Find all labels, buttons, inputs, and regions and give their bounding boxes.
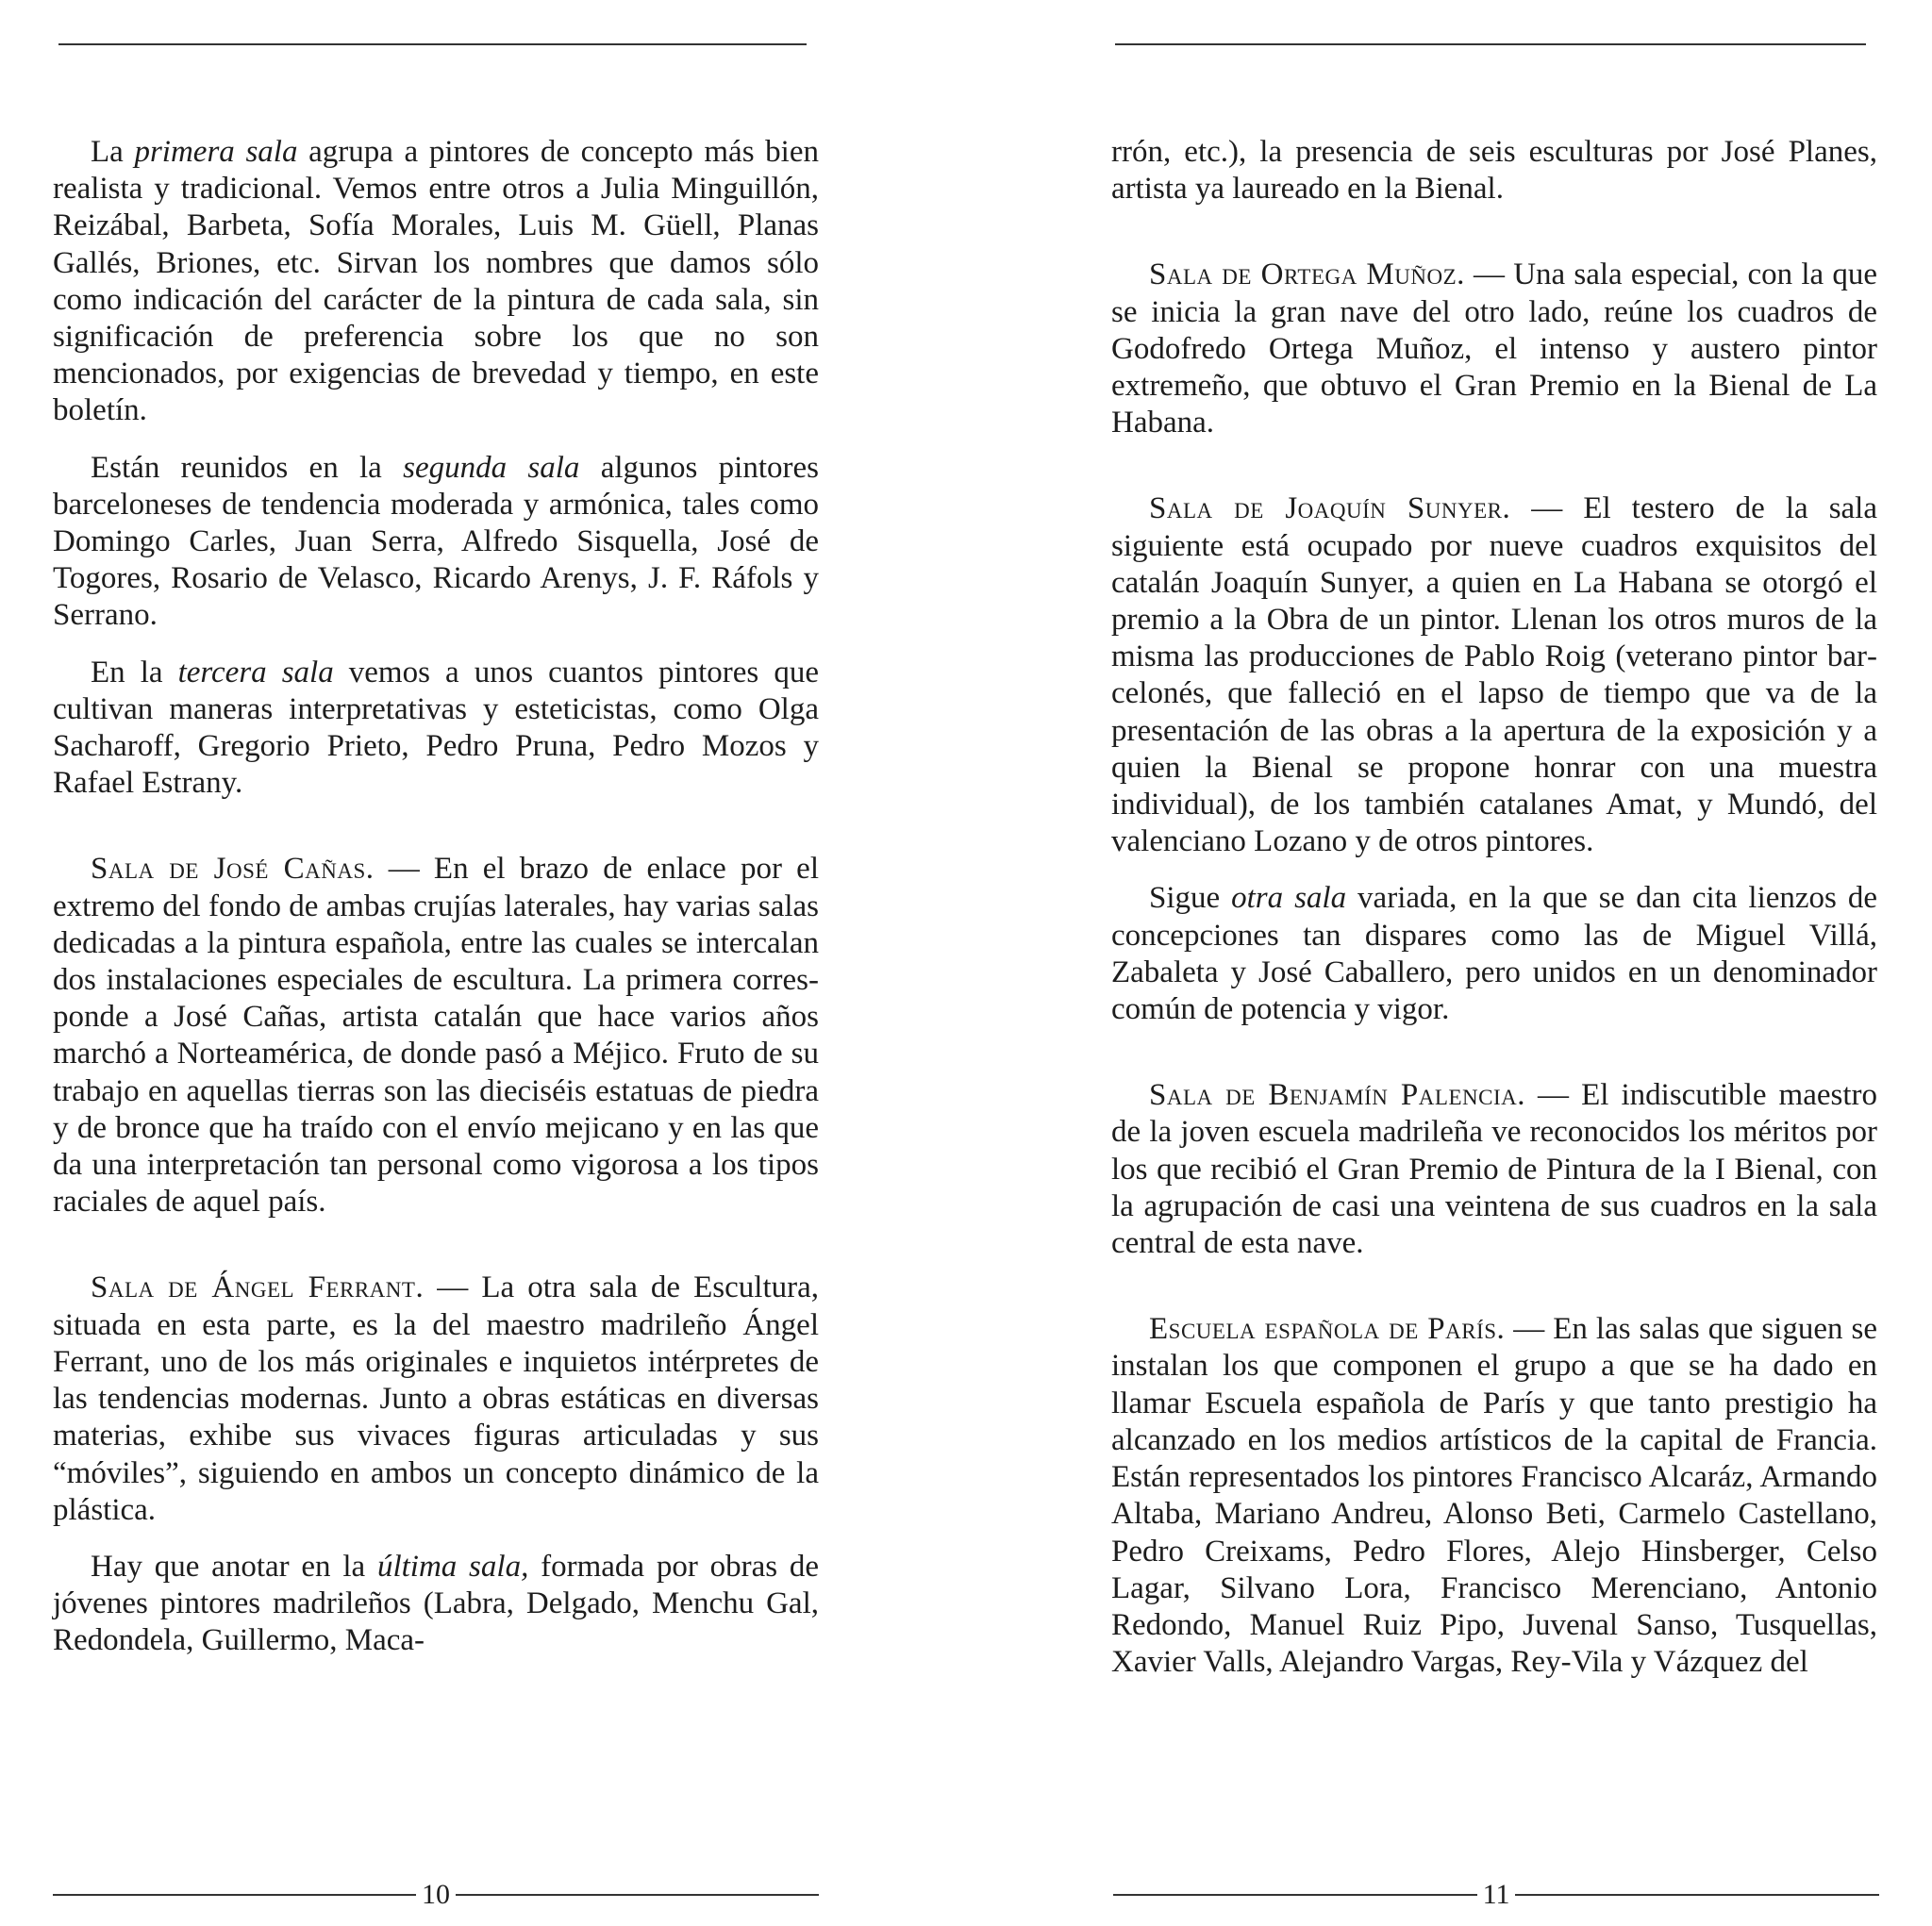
text-run: — El testero de la sala siguiente está ocupado por nueve cuadros exquisitos del catalán Joaquín Sunyer, a quien en La Habana se otorgó el premio a la Obra de un pintor. Llenan los otros muros de la misma las producciones de Pablo Roig (veterano pintor barcelonés, que falleció en el lapso de tiempo que va de la presentación de las obras a la apertura de la exposición y a quien la Bienal se propone honrar con una muestra individual), de los también catalanes Amat, y Mundó, del valenciano Lozano y de otros pintores. (1111, 491, 1877, 859)
left-page-text (53, 134, 819, 1660)
text-run: — La otra sala de Escultura, situada en esta parte, es la del maestro madrileño Ángel Ferrant, uno de los más originales e inquietos intérpretes de las tendencias modernas. Junto a obras estáticas en diversas materias, exhibe sus vivaces figuras articuladas y sus “móviles”, siguiendo en ambos un concepto dinámico de la plástica. (53, 1270, 819, 1527)
text-run: agrupa a pintores de concepto más bien realista y tradicional. Vemos entre otros a Julia Minguillón, Reizábal, Barbeta, Sofía Morales, Luis M. Güell, Planas Gallés, Briones, etc. Sirvan los nombres que damos sólo como indicación del carácter de la pintura de cada sala, sin significación de preferencia sobre los que no son mencionados, por exigencias de brevedad y tiempo, en este boletín. (53, 135, 820, 428)
paragraph (1111, 257, 1877, 441)
text-run: La (91, 135, 135, 169)
text-run: Están reunidos en la (91, 450, 404, 485)
text-run: variada, en la que se dan cita lienzos de concepciones tan dispares como las de Miguel Villá, Zabaleta y José Caballero, pero unidos en un denominador común de potencia y vigor. (1111, 881, 1877, 1027)
paragraph (1111, 490, 1877, 860)
right-page-text (1111, 134, 1877, 1681)
section-heading: Sala de Ángel Ferrant. (91, 1270, 425, 1305)
text-run: algunos pintores barceloneses de tendencia moderada y armónica, tales como Domingo Carles, Juan Serra, Alfredo Sisquella, José de Togores, Rosario de Velasco, Ricardo Arenys, J. F. Ráfols y Serrano. (53, 450, 819, 633)
paragraph (53, 1270, 819, 1528)
footer-rule (456, 1894, 819, 1896)
paragraph (1111, 1311, 1877, 1681)
left-page-footer (53, 1881, 819, 1909)
paragraph (53, 851, 819, 1220)
text-run: formada por obras de jóvenes pintores madrileños (Labra, Delgado, Menchu Gal, Redondela, Guillermo, Maca- (53, 1549, 819, 1658)
page-number: 10 (422, 1879, 450, 1910)
footer-rule (53, 1894, 416, 1896)
paragraph (53, 134, 819, 430)
paragraph (53, 450, 819, 635)
emphasis-text: primera sala (134, 135, 298, 169)
top-rule (1115, 43, 1866, 45)
text-run: En la (91, 655, 178, 689)
paragraph (53, 1549, 819, 1660)
section-heading: Sala de Benjamín Palencia. (1149, 1078, 1525, 1113)
section-heading: Sala de Joaquín Sunyer. (1149, 491, 1511, 526)
text-run: vemos a unos cuantos pintores que cultivan maneras interpretativas y esteticistas, como Olga Sacharoff, Gregorio Prieto, Pedro Pruna, Pedro Mozos y Rafael Estrany. (53, 655, 819, 801)
text-run: Hay que anotar en la (91, 1549, 377, 1584)
text-run: rrón, etc.), la presencia de seis esculturas por José Planes, artista ya laureado en la Bienal. (1111, 135, 1877, 207)
text-run: — En las salas que siguen se instalan los que componen el grupo a que se ha dado en llamar Escuela española de París y que tanto prestigio ha alcanzado en los medios artísticos de la capital de Francia. Están representados los pintores Francisco Alcaráz, Armando Altaba, Mariano Andreu, Alonso Beti, Carmelo Castellano, Pedro Creixams, Pedro Flores, Alejo Hinsberger, Celso Lagar, Silvano Lora, Francisco Merenciano, Antonio Redondo, Manuel Ruiz Pipo, Juvenal Sanso, Tusquellas, Xavier Valls, Alejandro Vargas, Rey-Vila y Vázquez del (1111, 1312, 1877, 1680)
emphasis-text: tercera sala (177, 655, 334, 689)
section-heading: Sala de José Cañas. (91, 852, 375, 887)
section-heading: Sala de Ortega Muñoz. (1149, 257, 1465, 292)
paragraph (1111, 134, 1877, 208)
text-run: — En el brazo de enlace por el extremo del fondo de ambas crujías laterales, hay varias salas dedicadas a la pintura española, entre las cuales se intercalan dos instalaciones especiales de escultura. La primera corresponde a José Cañas, artista catalán que hace varios años marchó a Norteamérica, de donde pasó a Méjico. Fruto de su trabajo en aquellas tierras son las dieciséis estatuas de piedra y de bronce que ha traído con el envío mejicano y en las que da una interpretación tan personal como vigorosa a los tipos raciales de aquel país. (53, 852, 819, 1220)
text-run: Sigue (1149, 881, 1232, 916)
paragraph (53, 655, 819, 803)
top-rule (58, 43, 807, 45)
emphasis-text: segunda sala (403, 450, 580, 485)
footer-rule (1515, 1894, 1879, 1896)
right-page (1113, 0, 1879, 1926)
text-run: — El indiscutible maestro de la joven escuela madrileña ve reconocidos los méritos por los que recibió el Gran Premio de Pintura de la I Bienal, con la agrupación de casi una veintena de sus cuadros en la sala central de esta nave. (1111, 1078, 1877, 1261)
paragraph (1111, 1077, 1877, 1262)
left-page (53, 0, 819, 1926)
section-heading: Escuela española de París. (1149, 1312, 1506, 1347)
paragraph (1111, 880, 1877, 1028)
right-page-footer (1113, 1881, 1879, 1909)
emphasis-text: última sala, (376, 1549, 529, 1584)
emphasis-text: otra sala (1231, 881, 1347, 916)
footer-rule (1113, 1894, 1477, 1896)
page-number: 11 (1482, 1879, 1510, 1910)
text-run: — Una sala especial, con la que se inicia la gran nave del otro lado, reúne los cuadros de Godofredo Ortega Muñoz, el intenso y austero pintor extremeño, que obtuvo el Gran Premio en la Bienal de La Habana. (1111, 257, 1877, 440)
